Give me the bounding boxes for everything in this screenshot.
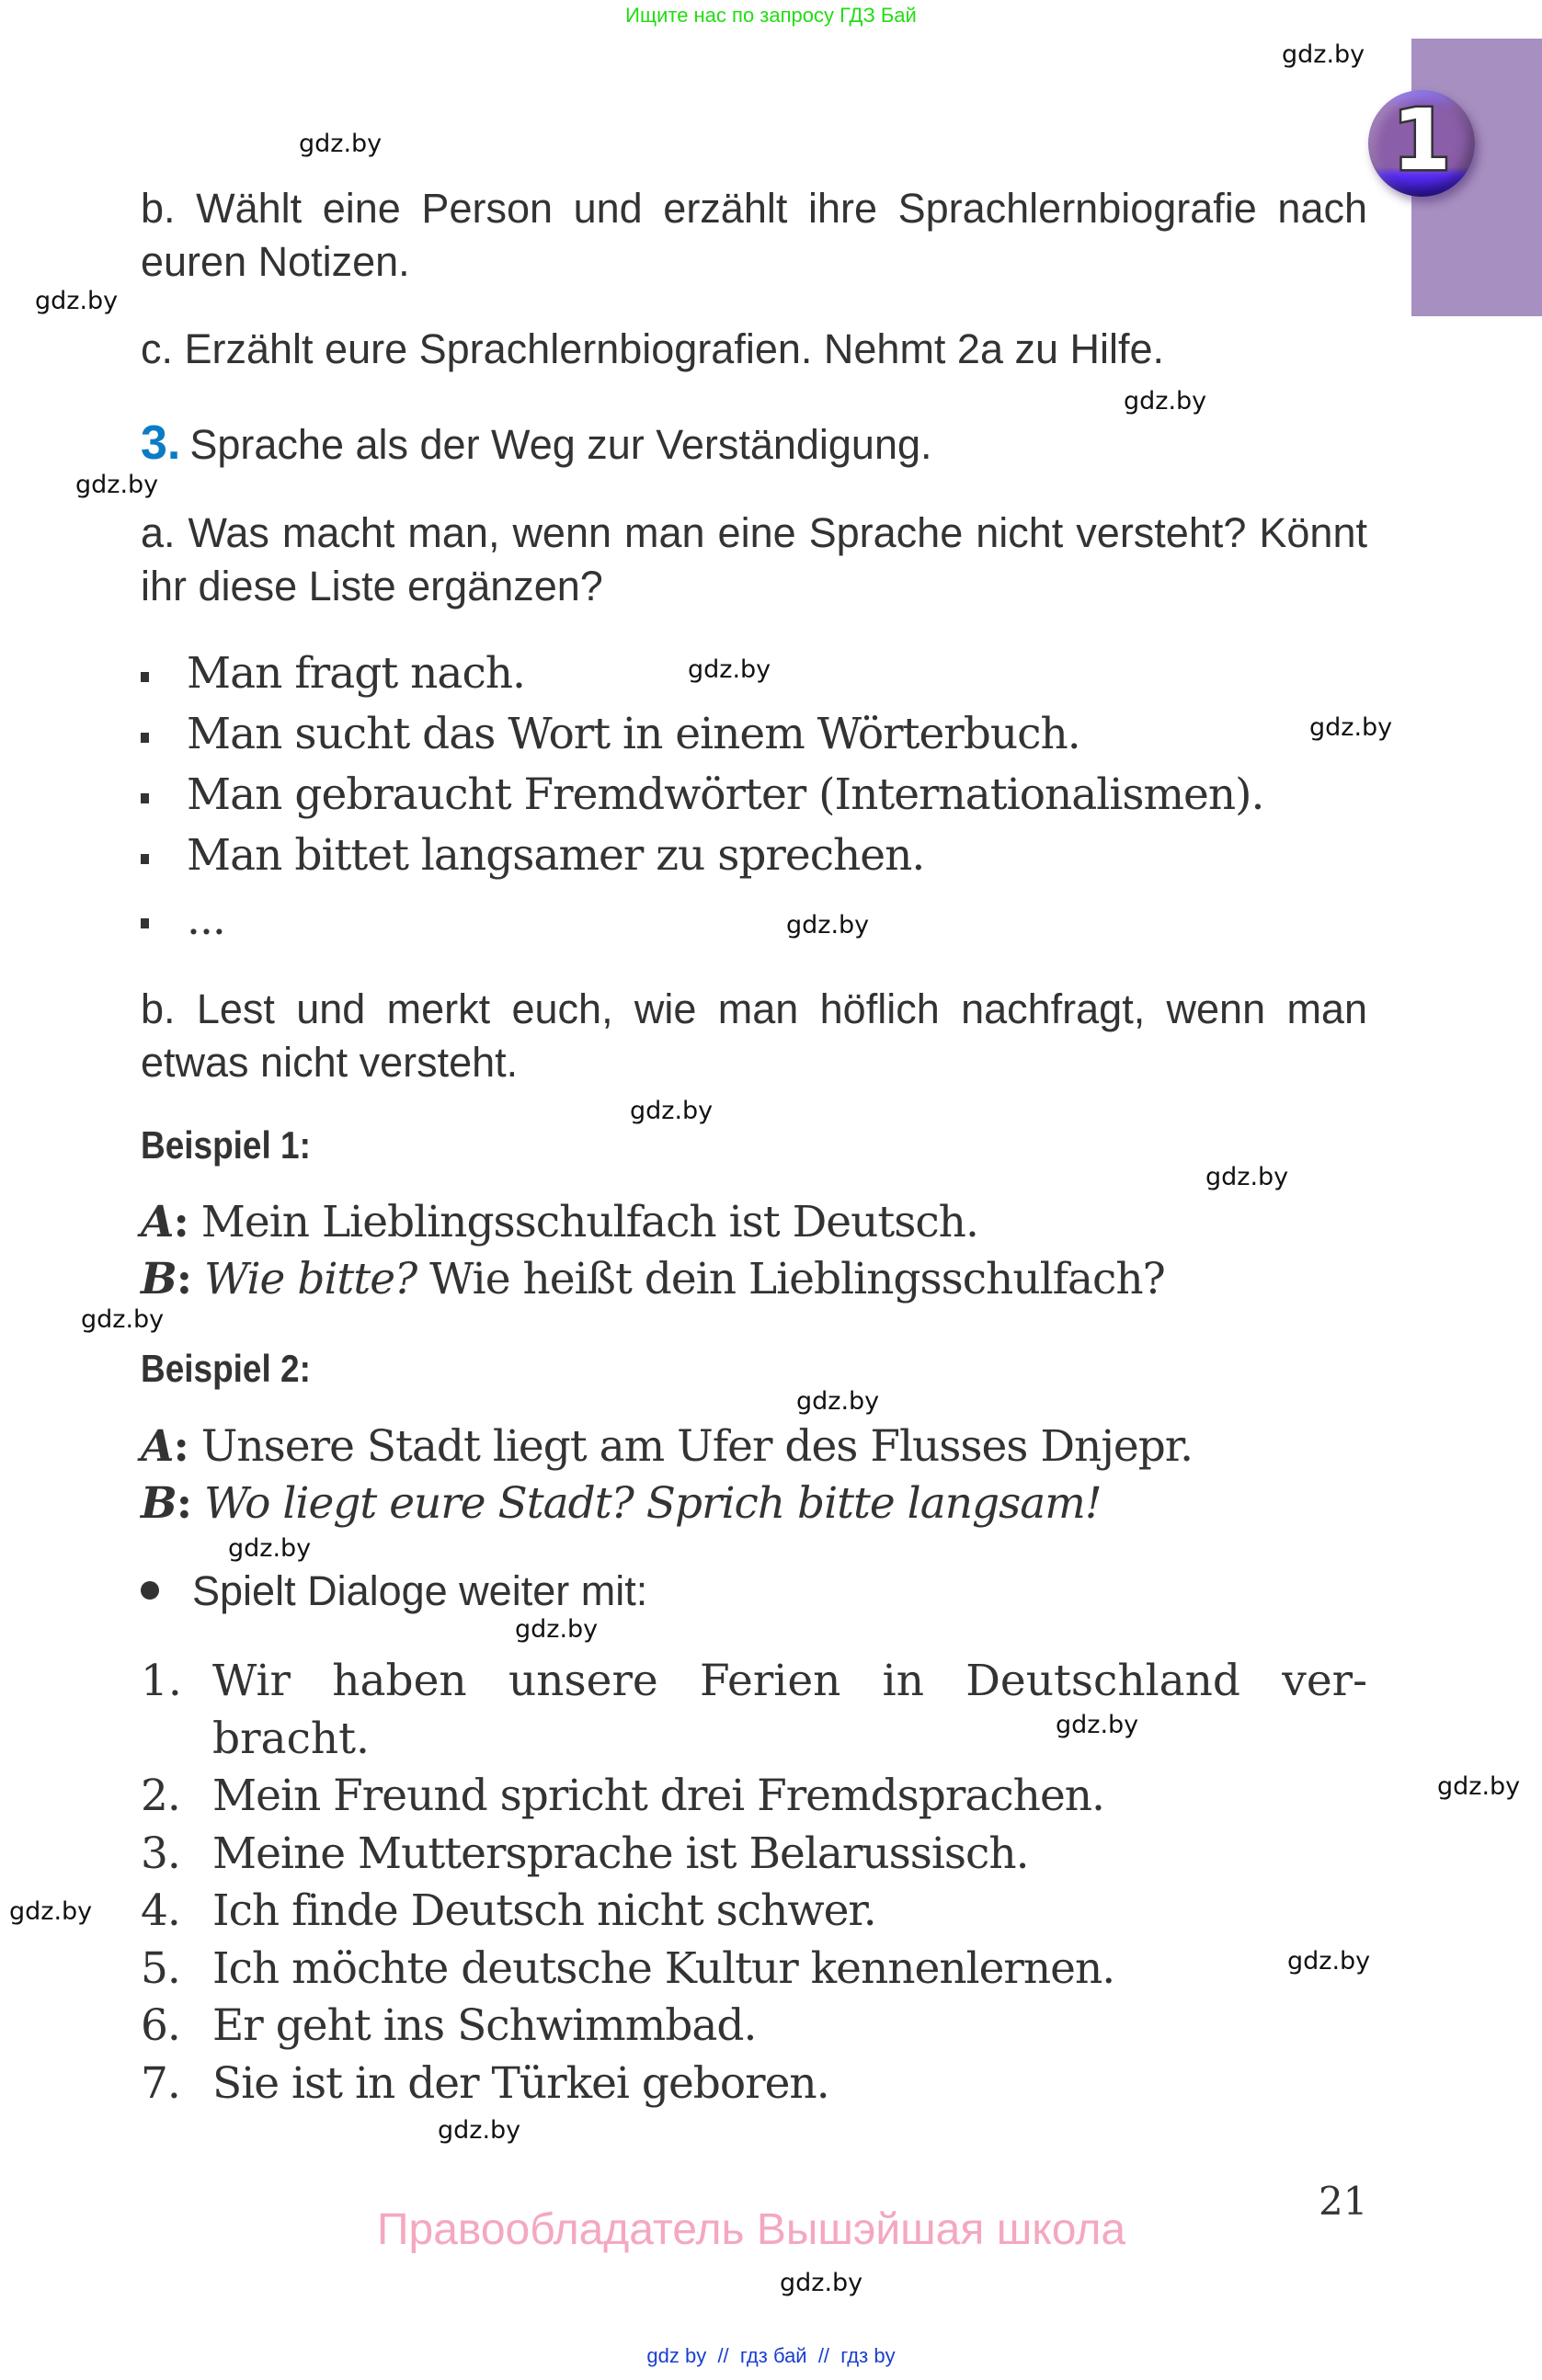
watermark: gdz.by <box>688 655 771 684</box>
speaker-b: B <box>141 1478 177 1529</box>
watermark: gdz.by <box>228 1534 312 1563</box>
watermark: gdz.by <box>786 911 870 939</box>
top-banner: Ищите нас по запросу ГДЗ Бай <box>625 4 917 27</box>
watermark: gdz.by <box>630 1097 714 1125</box>
speaker-a: A <box>141 1197 174 1247</box>
list-item: Man bittet langsamer zu sprechen. <box>141 826 1263 886</box>
watermark: gdz.by <box>780 2269 863 2297</box>
list-item: 7. Sie ist in der Türkei geboren. <box>141 2057 829 2109</box>
watermark: gdz.by <box>1309 713 1393 742</box>
example-2-line-a: A: Unsere Stadt liegt am Ufer des Flusses Dnjepr. <box>141 1421 1194 1472</box>
task-3b-instruction: b. Lest und merkt euch, wie man höflich nachfragt, wenn man etwas nicht versteht. <box>141 985 1367 1086</box>
list-item: 5. Ich möchte deutsche Kultur kennenlernen. <box>141 1942 1115 1994</box>
play-dialogs-instruction: Spielt Dialoge weiter mit: <box>141 1567 647 1615</box>
example-2-line-b: B: Wo liegt eure Stadt? Sprich bitte langsam! <box>141 1478 1102 1529</box>
task-3-heading <box>141 416 932 471</box>
speaker-b: B <box>141 1254 177 1304</box>
watermark: gdz.by <box>1287 1947 1371 1976</box>
task-title: Sprache als der Weg zur Verständigung. <box>189 421 932 468</box>
chapter-number: 1 <box>1391 91 1451 189</box>
watermark: gdz.by <box>515 1615 599 1644</box>
round-bullet-icon <box>141 1581 159 1600</box>
square-bullet-icon <box>141 672 149 682</box>
list-item: 1. Wir haben unsere Ferien in Deutschland ver-bracht. <box>141 1656 1367 1764</box>
task-2b-instruction: b. Wählt eine Person und erzählt ihre Sprachlernbiografie nach euren Notizen. <box>141 185 1367 285</box>
list-item: 2. Mein Freund spricht drei Fremdsprachen. <box>141 1771 1104 1821</box>
watermark: gdz.by <box>438 2116 521 2145</box>
watermark: gdz.by <box>75 471 159 499</box>
square-bullet-icon <box>141 854 149 864</box>
watermark: gdz.by <box>9 1897 93 1926</box>
list-item: ... <box>141 890 1263 951</box>
watermark: gdz.by <box>1124 387 1207 416</box>
watermark: gdz.by <box>81 1305 165 1334</box>
sentence-list <box>141 1653 1367 2112</box>
watermark: gdz.by <box>299 130 383 158</box>
list-item: 3. Meine Muttersprache ist Belarussisch. <box>141 1828 1029 1879</box>
example-2-label: Beispiel 2: <box>141 1347 311 1390</box>
square-bullet-icon <box>141 793 149 803</box>
watermark: gdz.by <box>1056 1711 1139 1739</box>
watermark: gdz.by <box>1437 1772 1521 1801</box>
list-item: Man sucht das Wort in einem Wörterbuch. <box>141 704 1263 765</box>
square-bullet-icon <box>141 733 149 743</box>
speaker-a: A <box>141 1421 174 1472</box>
chapter-badge-icon <box>1368 90 1475 197</box>
example-1-line-b: B: Wie bitte? Wie heißt dein Lieblingsschulfach? <box>141 1254 1165 1304</box>
list-item: 4. Ich finde Deutsch nicht schwer. <box>141 1885 876 1936</box>
list-item: Man gebraucht Fremdwörter (Internationalismen). <box>141 765 1263 826</box>
task-3a-instruction: a. Was macht man, wenn man eine Sprache nicht versteht? Könnt ihr diese Liste ergänzen? <box>141 509 1367 609</box>
strategy-list <box>141 643 1263 951</box>
task-2c-instruction: c. Erzählt eure Sprachlernbiografien. Nehmt 2a zu Hilfe. <box>141 325 1165 372</box>
watermark: gdz.by <box>796 1387 880 1416</box>
watermark: gdz.by <box>35 287 119 315</box>
square-bullet-icon <box>141 918 149 928</box>
list-item: 6. Er geht ins Schwimmbad. <box>141 2000 757 2051</box>
list-item: Man fragt nach. <box>141 643 1263 704</box>
watermark: gdz.by <box>1205 1163 1289 1191</box>
page-number: 21 <box>1319 2179 1368 2224</box>
footer-links[interactable]: gdz by // гдз бай // гдз by <box>646 2344 896 2367</box>
watermark: gdz.by <box>1282 40 1365 69</box>
example-1-label: Beispiel 1: <box>141 1123 311 1167</box>
task-number: 3. <box>141 416 181 470</box>
copyright-notice: Правообладатель Вышэйшая школа <box>377 2205 1126 2254</box>
example-1-line-a: A: Mein Lieblingsschulfach ist Deutsch. <box>141 1197 978 1247</box>
